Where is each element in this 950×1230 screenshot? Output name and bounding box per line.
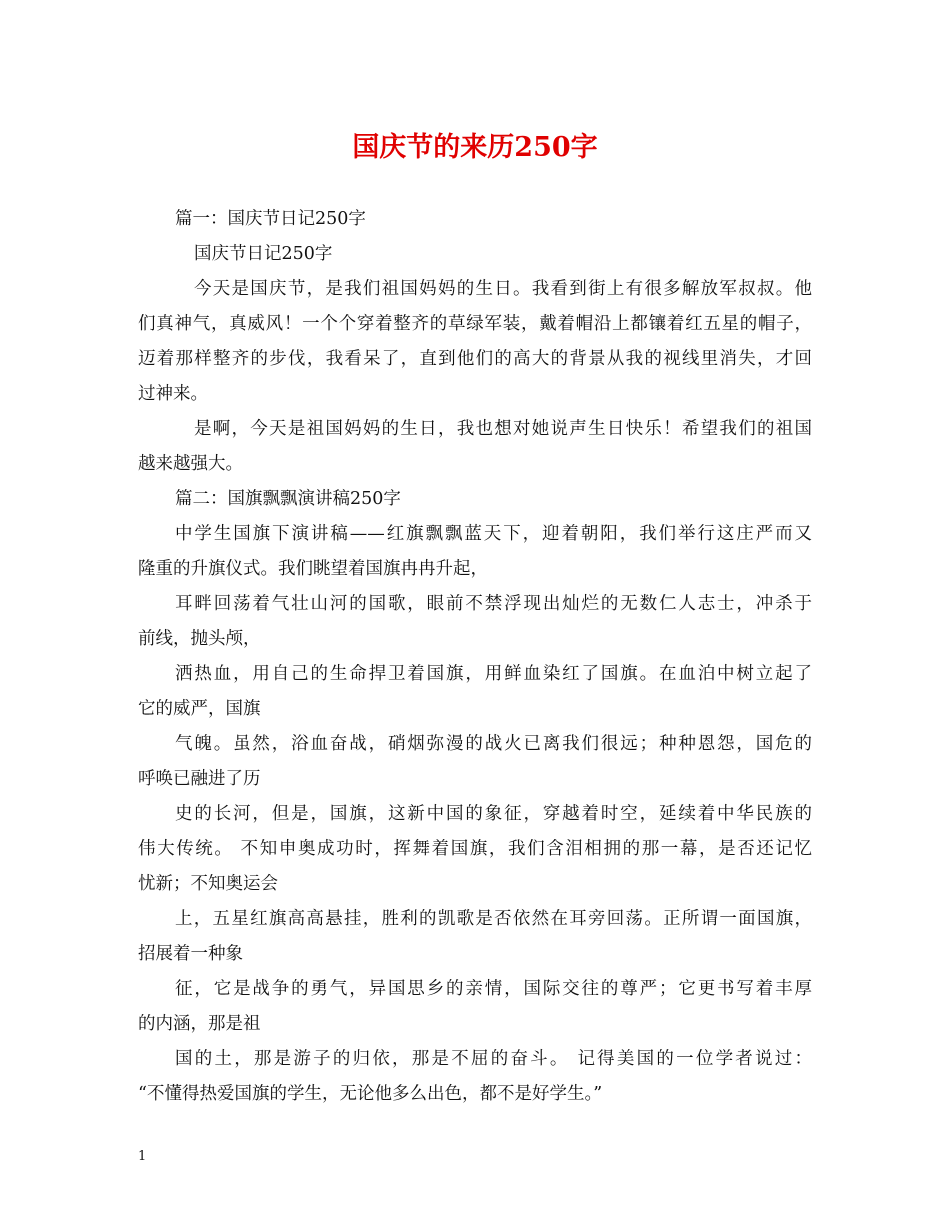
- paragraph-line: 史的长河，但是，国旗，这新中国的象征，穿越着时空，延续着中华民族的: [175, 804, 812, 824]
- paragraph-line: 洒热血，用自己的生命捍卫着国旗，用鲜血染红了国旗。在血泊中树立起了: [175, 664, 812, 684]
- page-title: 国庆节的来历250字: [352, 132, 598, 163]
- paragraph-line: “不懂得热爱国旗的学生，无论他多么出色，都不是好学生。”: [138, 1084, 603, 1104]
- subheading: 国庆节日记250字: [194, 244, 333, 264]
- section-heading-1: 篇一：国庆节日记250字: [175, 209, 366, 229]
- paragraph-line: 们真神气，真威风！一个个穿着整齐的草绿军装，戴着帽沿上都镶着红五星的帽子，: [138, 314, 812, 334]
- paragraph-line: 中学生国旗下演讲稿——红旗飘飘蓝天下，迎着朝阳，我们举行这庄严而又: [175, 524, 812, 544]
- paragraph-line: 越来越强大。: [138, 454, 243, 474]
- paragraph-line: 征，它是战争的勇气，异国思乡的亲情，国际交往的尊严；它更书写着丰厚: [175, 979, 812, 999]
- paragraph-line: 耳畔回荡着气壮山河的国歌，眼前不禁浮现出灿烂的无数仁人志士，冲杀于: [175, 594, 812, 614]
- paragraph-line: 气魄。虽然，浴血奋战，硝烟弥漫的战火已离我们很远；种种恩怨，国危的: [175, 734, 812, 754]
- paragraph-line: 忧新；不知奥运会: [138, 874, 278, 894]
- paragraph-line: 的内涵，那是祖: [138, 1014, 261, 1034]
- paragraph-line: 呼唤已融进了历: [138, 769, 261, 789]
- paragraph-line: 前线，抛头颅，: [138, 629, 261, 649]
- paragraph-line: 迈着那样整齐的步伐，我看呆了，直到他们的高大的背景从我的视线里消失，才回: [138, 349, 812, 369]
- section-heading-2: 篇二：国旗飘飘演讲稿250字: [175, 489, 401, 509]
- paragraph-line: 今天是国庆节，是我们祖国妈妈的生日。我看到街上有很多解放军叔叔。他: [194, 279, 812, 299]
- paragraph-line: 招展着一种象: [138, 944, 243, 964]
- page-number: 1: [138, 1149, 147, 1164]
- paragraph-line: 隆重的升旗仪式。我们眺望着国旗冉冉升起，: [138, 559, 488, 579]
- paragraph-line: 伟大传统。 不知申奥成功时，挥舞着国旗，我们含泪相拥的那一幕，是否还记忆: [138, 839, 812, 859]
- paragraph-line: 国的土，那是游子的归依，那是不屈的奋斗。 记得美国的一位学者说过：: [175, 1049, 812, 1069]
- paragraph-line: 它的威严，国旗: [138, 699, 261, 719]
- paragraph-line: 上，五星红旗高高悬挂，胜利的凯歌是否依然在耳旁回荡。正所谓一面国旗，: [175, 909, 812, 929]
- paragraph-line: 过神来。: [138, 384, 208, 404]
- paragraph-line: 是啊，今天是祖国妈妈的生日，我也想对她说声生日快乐！希望我们的祖国: [194, 419, 812, 439]
